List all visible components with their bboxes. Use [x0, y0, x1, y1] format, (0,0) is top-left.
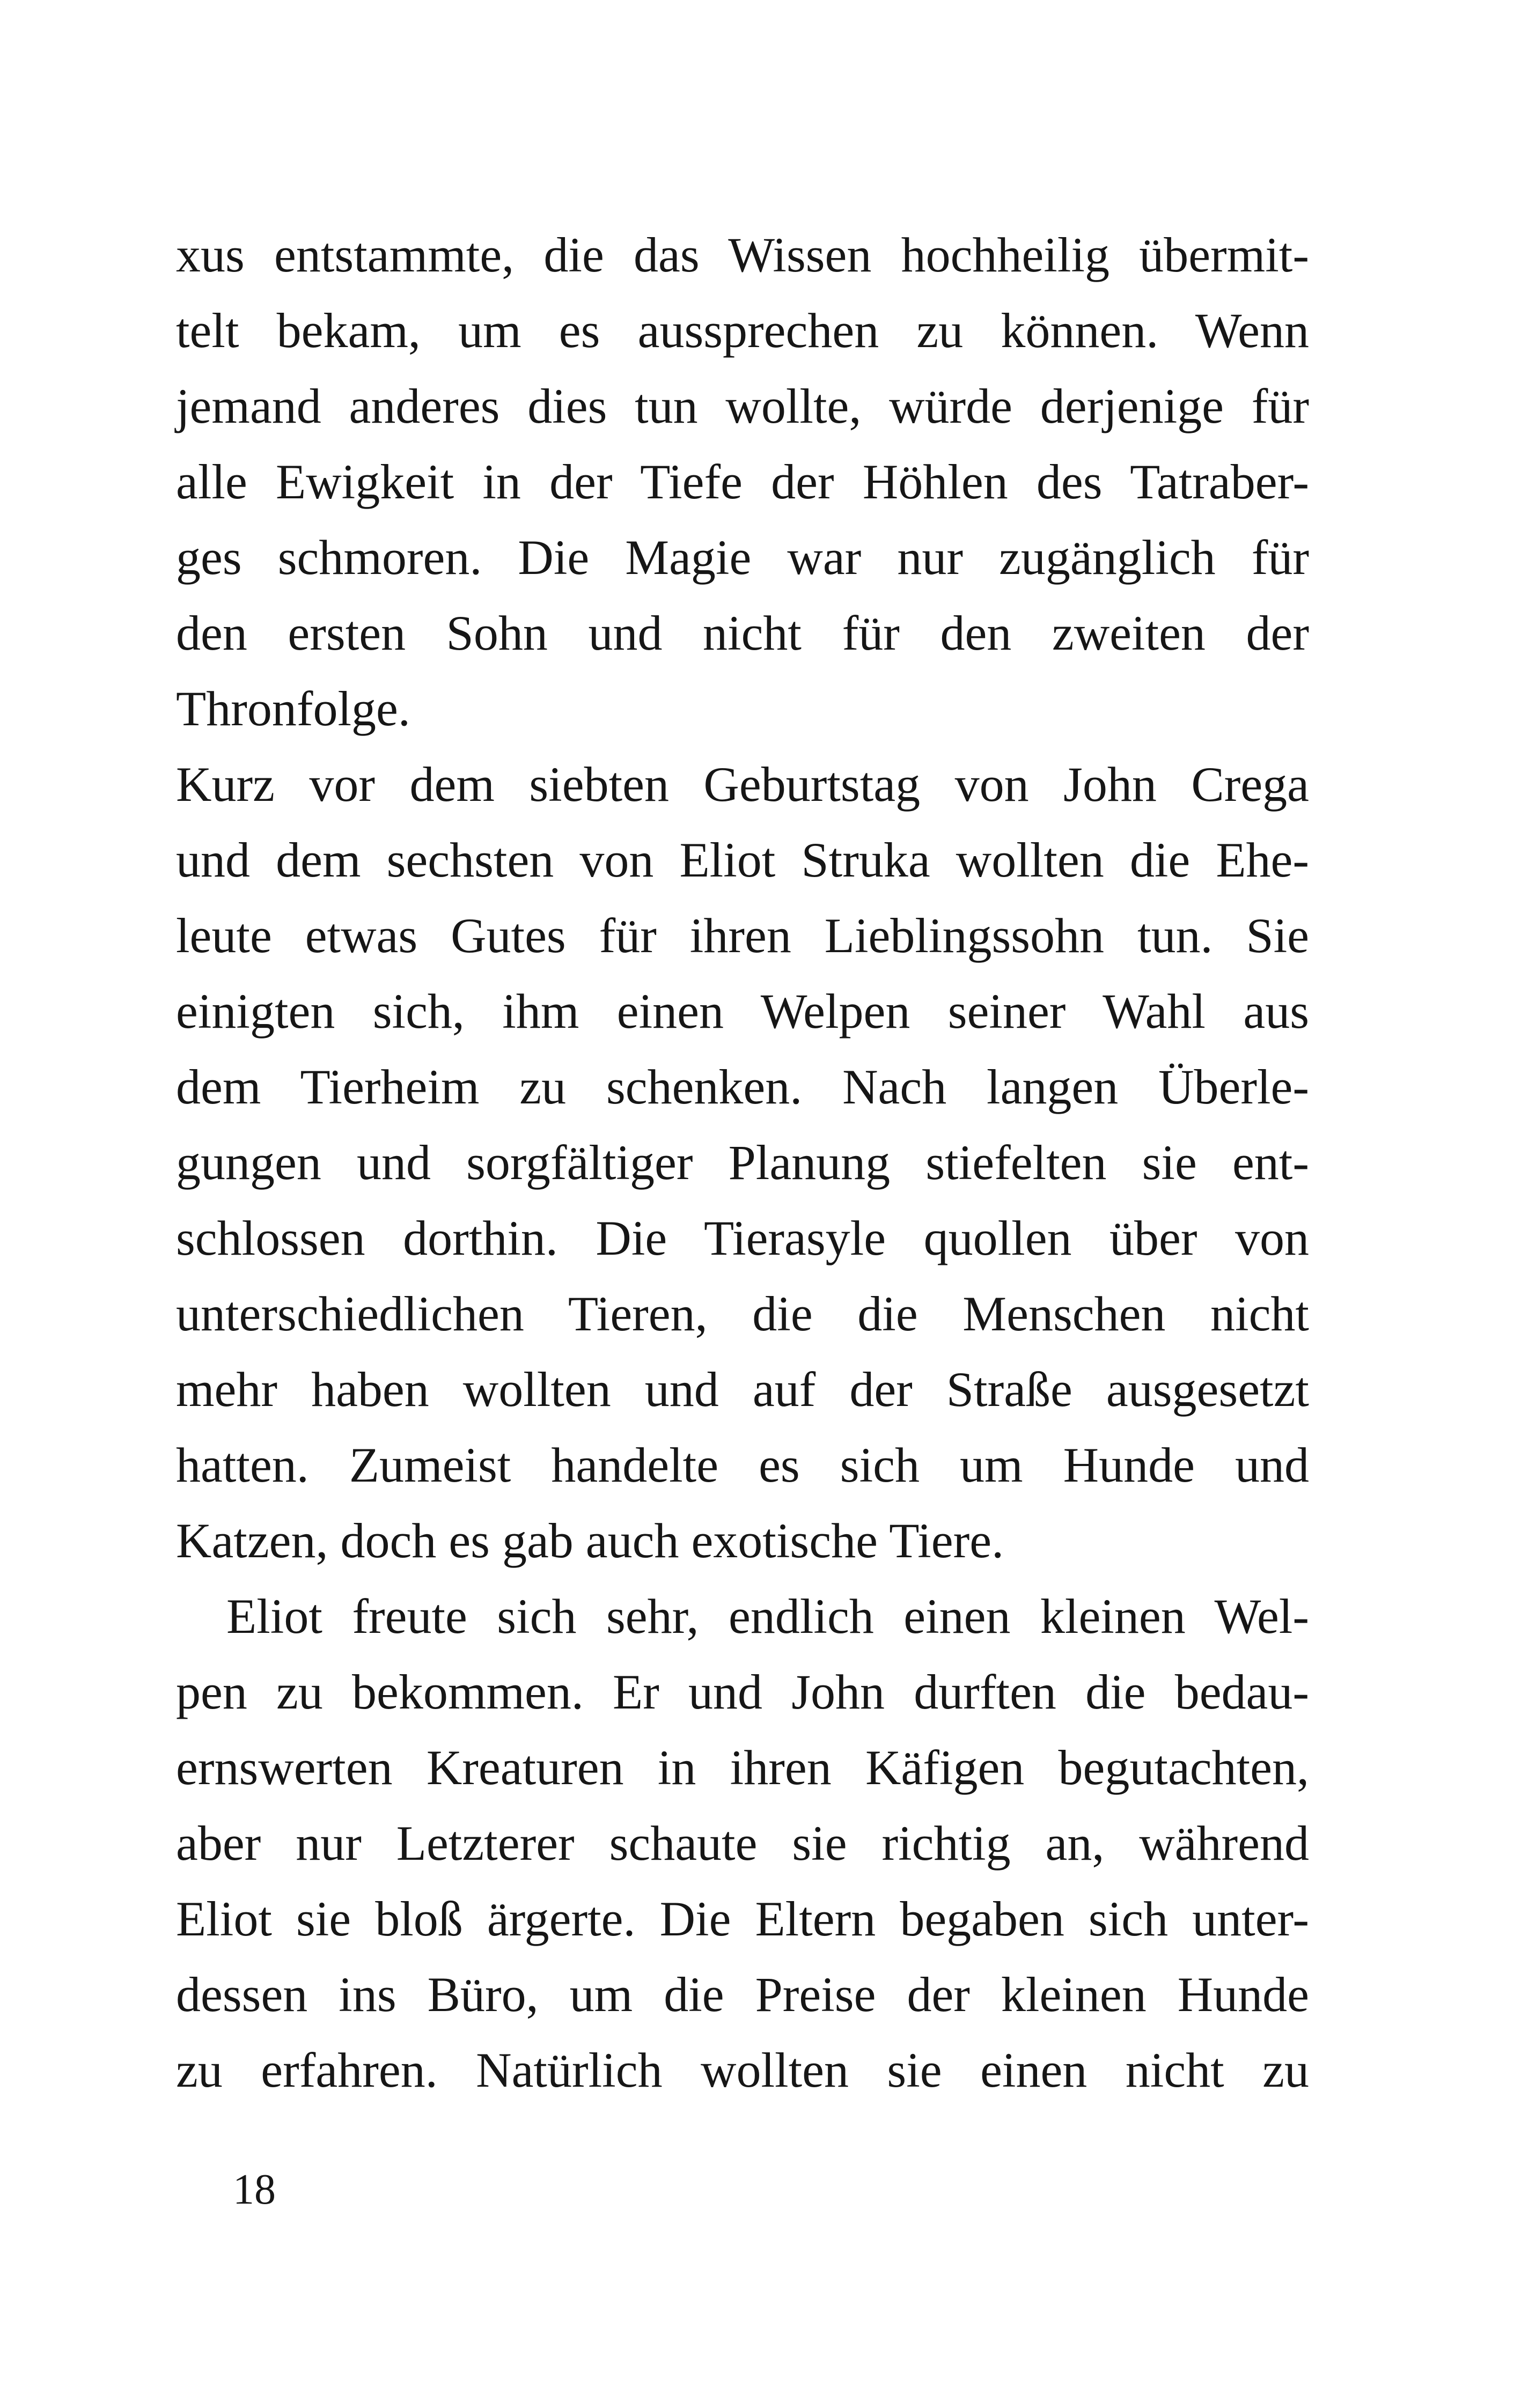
- text-line: Eliot sie bloß ärgerte. Die Eltern begaben sich unter-: [176, 1891, 1309, 1946]
- text-line: alle Ewigkeit in der Tiefe der Höhlen des Tatraber-: [176, 454, 1309, 509]
- text-line: unterschiedlichen Tieren, die die Menschen nicht: [176, 1286, 1309, 1341]
- text-line: telt bekam, um es aussprechen zu können. Wenn: [176, 303, 1309, 358]
- paragraph-start-line: Eliot freute sich sehr, endlich einen kleinen Wel-: [226, 1589, 1309, 1644]
- text-line: mehr haben wollten und auf der Straße ausgesetzt: [176, 1362, 1309, 1417]
- text-line: aber nur Letzterer schaute sie richtig an, während: [176, 1816, 1309, 1871]
- paragraph-end-line: Thronfolge.: [176, 681, 410, 736]
- text-line: hatten. Zumeist handelte es sich um Hunde und: [176, 1438, 1309, 1492]
- text-line: dessen ins Büro, um die Preise der kleinen Hunde: [176, 1967, 1309, 2022]
- text-line: und dem sechsten von Eliot Struka wollten die Ehe-: [176, 833, 1309, 887]
- text-line: xus entstammte, die das Wissen hochheilig übermit-: [176, 227, 1309, 282]
- paragraph-end-line: Katzen, doch es gab auch exotische Tiere.: [176, 1513, 1004, 1568]
- text-line: einigten sich, ihm einen Welpen seiner Wahl aus: [176, 984, 1309, 1039]
- text-line: gungen und sorgfältiger Planung stiefelten sie ent-: [176, 1135, 1309, 1190]
- body-text: [176, 217, 1309, 2108]
- text-line: jemand anderes dies tun wollte, würde derjenige für: [176, 379, 1309, 433]
- text-line: zu erfahren. Natürlich wollten sie einen nicht zu: [176, 2043, 1309, 2097]
- text-line: pen zu bekommen. Er und John durften die bedau-: [176, 1665, 1309, 1719]
- text-line: ges schmoren. Die Magie war nur zugänglich für: [176, 530, 1309, 585]
- text-line: ernswerten Kreaturen in ihren Käfigen begutachten,: [176, 1740, 1309, 1795]
- text-line: schlossen dorthin. Die Tierasyle quollen über von: [176, 1211, 1309, 1265]
- text-line: dem Tierheim zu schenken. Nach langen Überle-: [176, 1059, 1309, 1114]
- text-line: Kurz vor dem siebten Geburtstag von John Crega: [176, 757, 1309, 812]
- text-line: leute etwas Gutes für ihren Lieblingssohn tun. Sie: [176, 908, 1309, 963]
- text-line: den ersten Sohn und nicht für den zweiten der: [176, 606, 1309, 660]
- page-number: 18: [233, 2166, 276, 2213]
